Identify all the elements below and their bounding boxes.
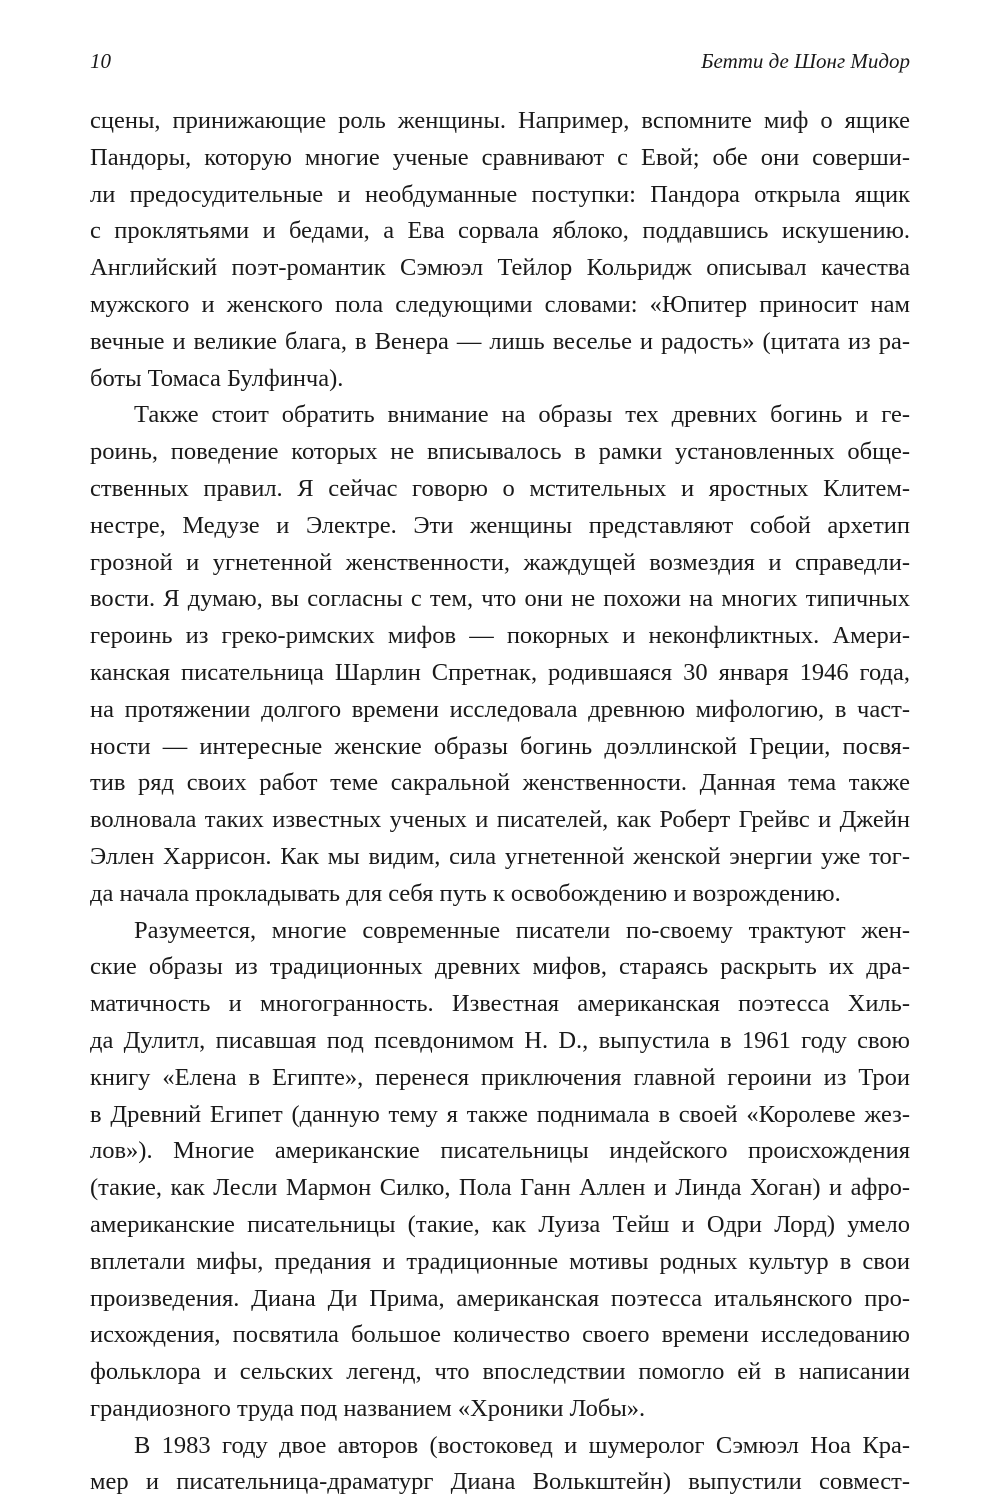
paragraph (90, 103, 910, 397)
page-number: 10 (90, 49, 111, 73)
text-line: волновала таких известных ученых и писателей, как Роберт Грейвс и Джейн (90, 806, 910, 834)
text-line: сцены, принижающие роль женщины. Например, вспомните миф о ящике (90, 107, 910, 134)
text-line: Эллен Харрисон. Как мы видим, сила угнетенной женской энергии уже тог- (90, 842, 910, 870)
text-line: ности — интересные женские образы богинь доэллинской Греции, посвя- (90, 732, 910, 760)
text-line: ли предосудительные и необдуманные поступки: Пандора открыла ящик (90, 180, 910, 208)
text-line: грозной и угнетенной женственности, жаждущей возмездия и справедли- (90, 548, 910, 576)
text-line: книгу «Елена в Египте», перенеся приключения главной героини из Трои (90, 1063, 910, 1091)
text-line: вечные и великие блага, в Венера — лишь веселье и радость» (цитата из ра- (90, 327, 910, 355)
text-line: вости. Я думаю, вы согласны с тем, что они не похожи на многих типичных (90, 585, 910, 613)
text-line: да начала прокладывать для себя путь к освобождению и возрождению. (90, 879, 841, 907)
text-line: (такие, как Лесли Мармон Силко, Пола Ганн Аллен и Линда Хоган) и афро- (90, 1174, 910, 1202)
text-line: ские образы из традиционных древних мифов, стараясь раскрыть их дра- (90, 953, 910, 981)
text-line: фольклора и сельских легенд, что впоследствии помогло ей в написании (90, 1358, 910, 1386)
text-line: на протяжении долгого времени исследовала древнюю мифологию, в част- (90, 695, 910, 723)
book-author: Бетти де Шонг Мидор (701, 49, 910, 73)
running-head (90, 46, 910, 76)
text-line: В 1983 году двое авторов (востоковед и шумеролог Сэмюэл Ноа Кра- (134, 1431, 910, 1459)
paragraph (90, 913, 910, 1428)
text-line: нестре, Медузе и Электре. Эти женщины представляют собой архетип (90, 511, 910, 539)
text-line: грандиозного труда под названием «Хроники Лобы». (90, 1394, 646, 1422)
text-line: вплетали мифы, предания и традиционные мотивы родных культур в свои (90, 1247, 910, 1275)
text-line: роинь, поведение которых не вписывалось в рамки установленных обще- (90, 438, 910, 466)
text-line: в Древний Египет (данную тему я также поднимала в своей «Королеве жез- (90, 1100, 910, 1128)
text-line: Разумеется, многие современные писатели по-своему трактуют жен- (134, 916, 910, 944)
text-line: исхождения, посвятила большое количество своего времени исследованию (90, 1321, 910, 1349)
text-line: мужского и женского пола следующими словами: «Юпитер приносит нам (90, 290, 910, 318)
text-line: Пандоры, которую многие ученые сравнивают с Евой; обе они соверши- (90, 143, 910, 171)
text-line: да Дулитл, писавшая под псевдонимом H. D., выпустила в 1961 году свою (90, 1026, 910, 1054)
paragraph (90, 1428, 910, 1501)
text-line: американские писательницы (такие, как Луиза Тейш и Одри Лорд) умело (90, 1210, 910, 1238)
text-line: героинь из греко-римских мифов — покорных и неконфликтных. Амери- (90, 622, 910, 650)
text-line: тив ряд своих работ теме сакральной женственности. Данная тема также (90, 769, 910, 797)
text-line: Также стоит обратить внимание на образы тех древних богинь и ге- (134, 401, 910, 429)
body-text (90, 103, 910, 1501)
text-line: ственных правил. Я сейчас говорю о мстительных и яростных Клитем- (90, 474, 910, 502)
text-line: произведения. Диана Ди Прима, американская поэтесса итальянского про- (90, 1284, 910, 1312)
text-line: с проклятьями и бедами, а Ева сорвала яблоко, поддавшись искушению. (90, 217, 910, 245)
text-line: Английский поэт-романтик Сэмюэл Тейлор Кольридж описывал качества (90, 254, 910, 282)
paragraph (90, 397, 910, 912)
text-line: боты Томаса Булфинча). (90, 364, 344, 392)
text-line: матичность и многогранность. Известная американская поэтесса Хиль- (90, 990, 910, 1018)
text-line: мер и писательница-драматург Диана Волькштейн) выпустили совмест- (90, 1468, 910, 1496)
text-line: канская писательница Шарлин Спретнак, родившаяся 30 января 1946 года, (90, 658, 910, 686)
text-line: лов»). Многие американские писательницы индейского происхождения (90, 1137, 910, 1165)
